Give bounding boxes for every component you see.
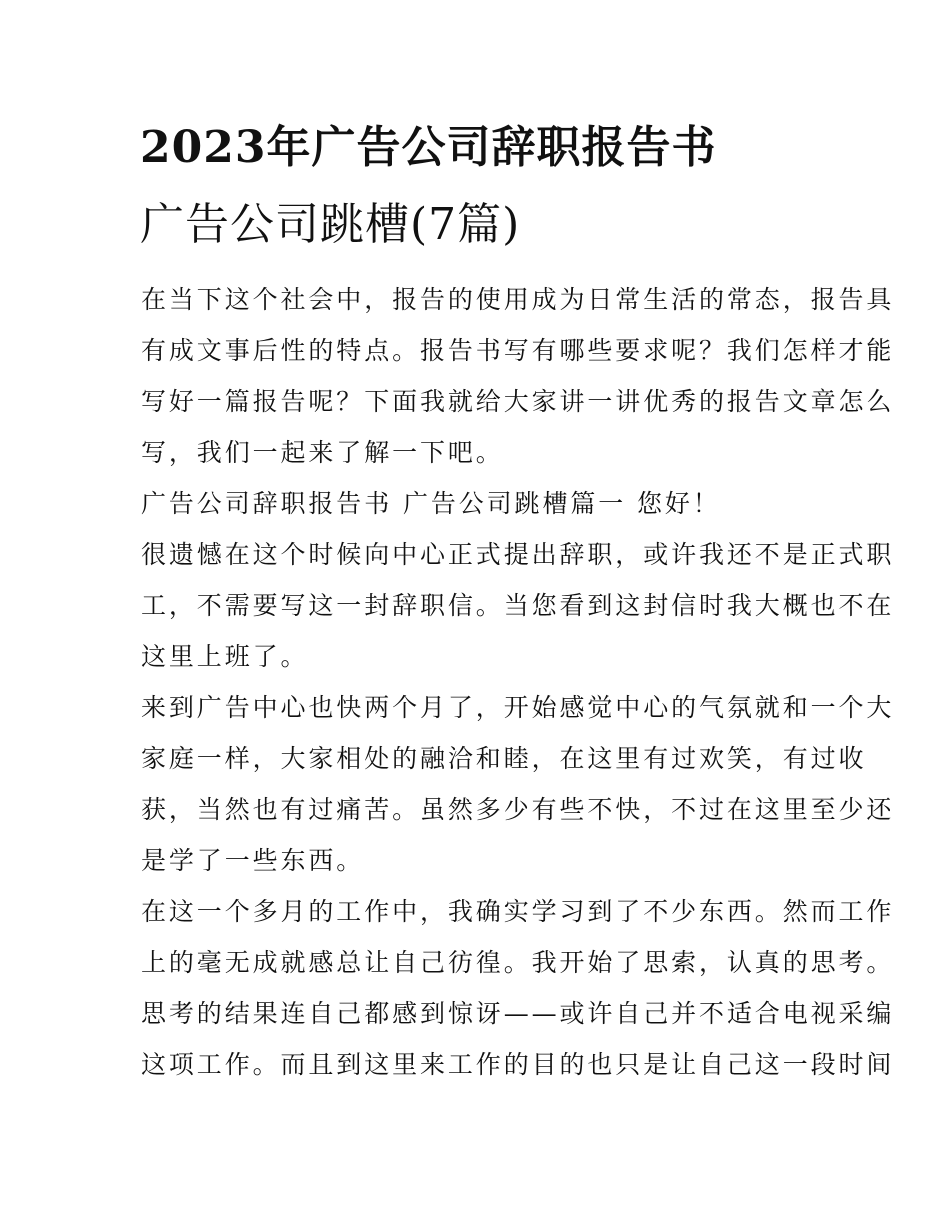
body-text-line: 有成文事后性的特点。报告书写有哪些要求呢？我们怎样才能 (141, 336, 895, 365)
body-text-line: 这里上班了。 (141, 642, 309, 671)
body-text-line: 来到广告中心也快两个月了，开始感觉中心的气氛就和一个大 (141, 693, 895, 722)
body-text-line: 思考的结果连自己都感到惊讶——或许自己并不适合电视采编 (141, 999, 895, 1028)
body-text-line: 上的毫无成就感总让自己彷徨。我开始了思索，认真的思考。 (141, 948, 895, 977)
body-text-line: 写，我们一起来了解一下吧。 (141, 438, 504, 467)
body-text-line: 广告公司辞职报告书 广告公司跳槽篇一 您好！ (141, 489, 721, 518)
body-text-line: 在这一个多月的工作中，我确实学习到了不少东西。然而工作 (141, 897, 895, 926)
body-text-line: 写好一篇报告呢？下面我就给大家讲一讲优秀的报告文章怎么 (141, 387, 895, 416)
body-text-line: 很遗憾在这个时候向中心正式提出辞职，或许我还不是正式职 (141, 540, 895, 569)
body-text-line: 家庭一样，大家相处的融洽和睦，在这里有过欢笑，有过收 (141, 744, 867, 773)
body-text-line: 获，当然也有过痛苦。虽然多少有些不快，不过在这里至少还 (141, 795, 895, 824)
document-title-line-1: 2023年广告公司辞职报告书 (140, 122, 717, 173)
body-text-line: 工，不需要写这一封辞职信。当您看到这封信时我大概也不在 (141, 591, 895, 620)
body-text-line: 是学了一些东西。 (141, 846, 365, 875)
body-text-line: 在当下这个社会中，报告的使用成为日常生活的常态，报告具 (141, 285, 895, 314)
document-title-line-2: 广告公司跳槽(7篇) (140, 199, 521, 250)
body-text-line: 这项工作。而且到这里来工作的目的也只是让自己这一段时间 (141, 1050, 895, 1079)
